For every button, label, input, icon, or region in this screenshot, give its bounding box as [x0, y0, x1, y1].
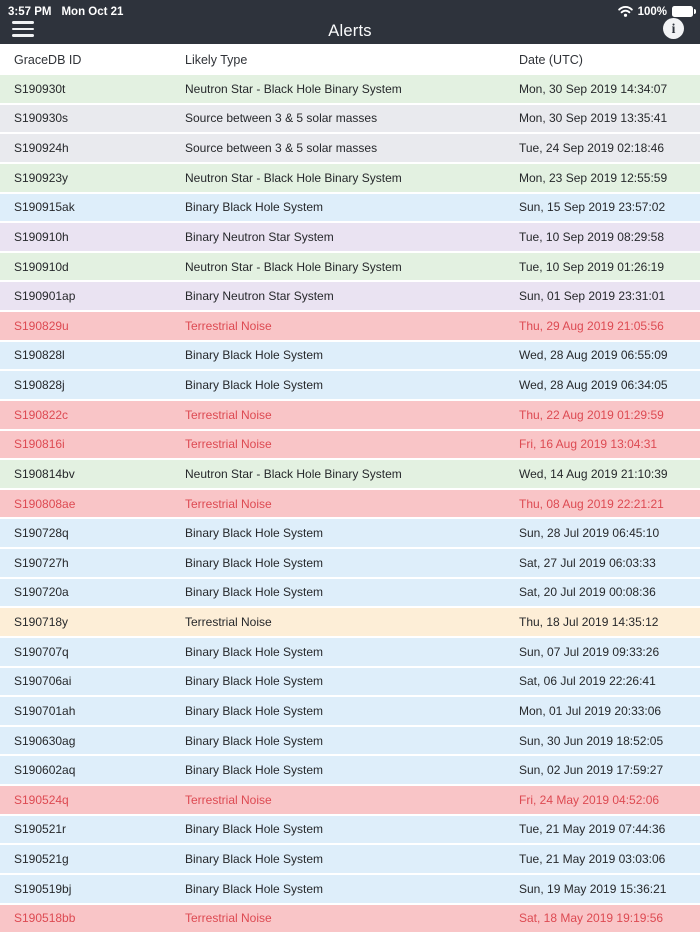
table-row[interactable] [0, 460, 700, 490]
cell-gracedb-id: S190524q [14, 792, 69, 807]
cell-gracedb-id: S190915ak [14, 200, 75, 215]
nav-bar [0, 20, 700, 44]
status-bar [0, 0, 700, 20]
table-row[interactable] [0, 134, 700, 164]
cell-date-utc: Tue, 10 Sep 2019 01:26:19 [519, 259, 665, 274]
cell-date-utc: Sun, 30 Jun 2019 18:52:05 [519, 733, 664, 748]
cell-gracedb-id: S190822c [14, 407, 69, 422]
table-row[interactable] [0, 223, 700, 253]
cell-date-utc: Sat, 20 Jul 2019 00:08:36 [519, 585, 656, 600]
cell-likely-type: Source between 3 & 5 solar masses [185, 141, 378, 156]
cell-date-utc: Sun, 28 Jul 2019 06:45:10 [519, 526, 660, 541]
cell-gracedb-id: S190924h [14, 141, 69, 156]
cell-likely-type: Binary Black Hole System [185, 555, 324, 570]
page-title: Alerts [328, 22, 372, 40]
cell-gracedb-id: S190910h [14, 229, 69, 244]
cell-likely-type: Binary Neutron Star System [185, 229, 334, 244]
table-row[interactable] [0, 845, 700, 875]
cell-likely-type: Binary Black Hole System [185, 733, 324, 748]
cell-gracedb-id: S190521g [14, 852, 69, 867]
table-row[interactable] [0, 638, 700, 668]
table-row[interactable] [0, 816, 700, 846]
cell-date-utc: Tue, 24 Sep 2019 02:18:46 [519, 141, 665, 156]
cell-date-utc: Mon, 23 Sep 2019 12:55:59 [519, 170, 668, 185]
cell-likely-type: Binary Neutron Star System [185, 289, 334, 304]
cell-date-utc: Fri, 24 May 2019 04:52:06 [519, 792, 660, 807]
cell-date-utc: Wed, 28 Aug 2019 06:34:05 [519, 378, 668, 393]
cell-likely-type: Binary Black Hole System [185, 200, 324, 215]
status-time: 3:57 PM [8, 5, 52, 18]
cell-gracedb-id: S190706ai [14, 674, 72, 689]
table-row[interactable] [0, 786, 700, 816]
cell-likely-type: Binary Black Hole System [185, 526, 324, 541]
cell-likely-type: Terrestrial Noise [185, 407, 272, 422]
cell-gracedb-id: S190828j [14, 378, 65, 393]
table-row[interactable] [0, 490, 700, 520]
cell-gracedb-id: S190519bj [14, 881, 72, 896]
cell-date-utc: Mon, 30 Sep 2019 14:34:07 [519, 81, 668, 96]
cell-gracedb-id: S190701ah [14, 703, 76, 718]
table-row[interactable] [0, 431, 700, 461]
cell-gracedb-id: S190930s [14, 111, 69, 126]
wifi-icon [618, 6, 633, 17]
cell-date-utc: Tue, 21 May 2019 07:44:36 [519, 822, 666, 837]
cell-likely-type: Terrestrial Noise [185, 318, 272, 333]
cell-gracedb-id: S190707q [14, 644, 69, 659]
cell-date-utc: Tue, 10 Sep 2019 08:29:58 [519, 229, 665, 244]
cell-date-utc: Thu, 18 Jul 2019 14:35:12 [519, 615, 659, 630]
table-row[interactable] [0, 342, 700, 372]
cell-likely-type: Terrestrial Noise [185, 792, 272, 807]
cell-likely-type: Binary Black Hole System [185, 852, 324, 867]
cell-date-utc: Sun, 19 May 2019 15:36:21 [519, 881, 667, 896]
cell-gracedb-id: S190923y [14, 170, 69, 185]
column-header-date-utc: Date (UTC) [519, 52, 583, 67]
cell-likely-type: Binary Black Hole System [185, 703, 324, 718]
cell-likely-type: Binary Black Hole System [185, 378, 324, 393]
top-chrome [0, 0, 700, 44]
table-row[interactable] [0, 371, 700, 401]
cell-likely-type: Binary Black Hole System [185, 881, 324, 896]
table-row[interactable] [0, 253, 700, 283]
status-bar-left [8, 3, 123, 18]
table-row[interactable] [0, 401, 700, 431]
cell-likely-type: Binary Black Hole System [185, 644, 324, 659]
cell-date-utc: Fri, 16 Aug 2019 13:04:31 [519, 437, 658, 452]
cell-likely-type: Terrestrial Noise [185, 437, 272, 452]
cell-gracedb-id: S190901ap [14, 289, 76, 304]
table-row[interactable] [0, 875, 700, 905]
cell-likely-type: Binary Black Hole System [185, 348, 324, 363]
table-row[interactable] [0, 164, 700, 194]
table-row[interactable] [0, 194, 700, 224]
status-date: Mon Oct 21 [61, 5, 124, 18]
cell-date-utc: Sun, 07 Jul 2019 09:33:26 [519, 644, 660, 659]
cell-date-utc: Wed, 28 Aug 2019 06:55:09 [519, 348, 668, 363]
cell-date-utc: Sat, 06 Jul 2019 22:26:41 [519, 674, 656, 689]
table-row[interactable] [0, 105, 700, 135]
status-bar-right [618, 3, 693, 18]
cell-date-utc: Mon, 01 Jul 2019 20:33:06 [519, 703, 662, 718]
cell-gracedb-id: S190602aq [14, 763, 76, 778]
column-header-likely-type: Likely Type [185, 52, 248, 67]
cell-gracedb-id: S190930t [14, 81, 66, 96]
cell-date-utc: Sat, 27 Jul 2019 06:03:33 [519, 555, 656, 570]
table-row[interactable] [0, 579, 700, 609]
cell-likely-type: Terrestrial Noise [185, 496, 272, 511]
cell-likely-type: Terrestrial Noise [185, 911, 272, 926]
cell-date-utc: Sun, 01 Sep 2019 23:31:01 [519, 289, 666, 304]
alerts-table-body [0, 75, 700, 934]
cell-date-utc: Thu, 22 Aug 2019 01:29:59 [519, 407, 664, 422]
table-row[interactable] [0, 697, 700, 727]
table-row[interactable] [0, 668, 700, 698]
cell-date-utc: Thu, 08 Aug 2019 22:21:21 [519, 496, 664, 511]
cell-likely-type: Binary Black Hole System [185, 822, 324, 837]
cell-gracedb-id: S190728q [14, 526, 69, 541]
cell-gracedb-id: S190630ag [14, 733, 76, 748]
cell-date-utc: Sun, 02 Jun 2019 17:59:27 [519, 763, 664, 778]
cell-gracedb-id: S190727h [14, 555, 69, 570]
cell-gracedb-id: S190829u [14, 318, 69, 333]
cell-likely-type: Neutron Star - Black Hole Binary System [185, 466, 402, 481]
table-row[interactable] [0, 905, 700, 934]
battery-icon [672, 6, 693, 17]
cell-gracedb-id: S190808ae [14, 496, 76, 511]
cell-likely-type: Neutron Star - Black Hole Binary System [185, 81, 402, 96]
cell-date-utc: Sat, 18 May 2019 19:19:56 [519, 911, 664, 926]
cell-date-utc: Wed, 14 Aug 2019 21:10:39 [519, 466, 668, 481]
table-row[interactable] [0, 282, 700, 312]
table-row[interactable] [0, 756, 700, 786]
table-row[interactable] [0, 312, 700, 342]
cell-date-utc: Tue, 21 May 2019 03:03:06 [519, 852, 666, 867]
cell-gracedb-id: S190816i [14, 437, 65, 452]
cell-date-utc: Thu, 29 Aug 2019 21:05:56 [519, 318, 664, 333]
cell-gracedb-id: S190518bb [14, 911, 76, 926]
table-row[interactable] [0, 727, 700, 757]
cell-date-utc: Mon, 30 Sep 2019 13:35:41 [519, 111, 668, 126]
cell-likely-type: Source between 3 & 5 solar masses [185, 111, 378, 126]
info-button[interactable] [663, 18, 684, 39]
table-row[interactable] [0, 608, 700, 638]
column-header-gracedb-id: GraceDB ID [14, 52, 82, 67]
table-row[interactable] [0, 519, 700, 549]
cell-likely-type: Terrestrial Noise [185, 615, 272, 630]
cell-likely-type: Neutron Star - Black Hole Binary System [185, 259, 402, 274]
cell-likely-type: Binary Black Hole System [185, 763, 324, 778]
cell-gracedb-id: S190814bv [14, 466, 75, 481]
cell-date-utc: Sun, 15 Sep 2019 23:57:02 [519, 200, 666, 215]
info-icon: i [671, 20, 676, 36]
table-row[interactable] [0, 549, 700, 579]
cell-gracedb-id: S190521r [14, 822, 67, 837]
cell-gracedb-id: S190720a [14, 585, 69, 600]
table-row[interactable] [0, 75, 700, 105]
cell-gracedb-id: S190910d [14, 259, 69, 274]
cell-gracedb-id: S190718y [14, 615, 69, 630]
cell-likely-type: Neutron Star - Black Hole Binary System [185, 170, 402, 185]
cell-likely-type: Binary Black Hole System [185, 585, 324, 600]
battery-percent: 100% [637, 5, 667, 18]
table-header [0, 44, 700, 75]
cell-gracedb-id: S190828l [14, 348, 65, 363]
cell-likely-type: Binary Black Hole System [185, 674, 324, 689]
